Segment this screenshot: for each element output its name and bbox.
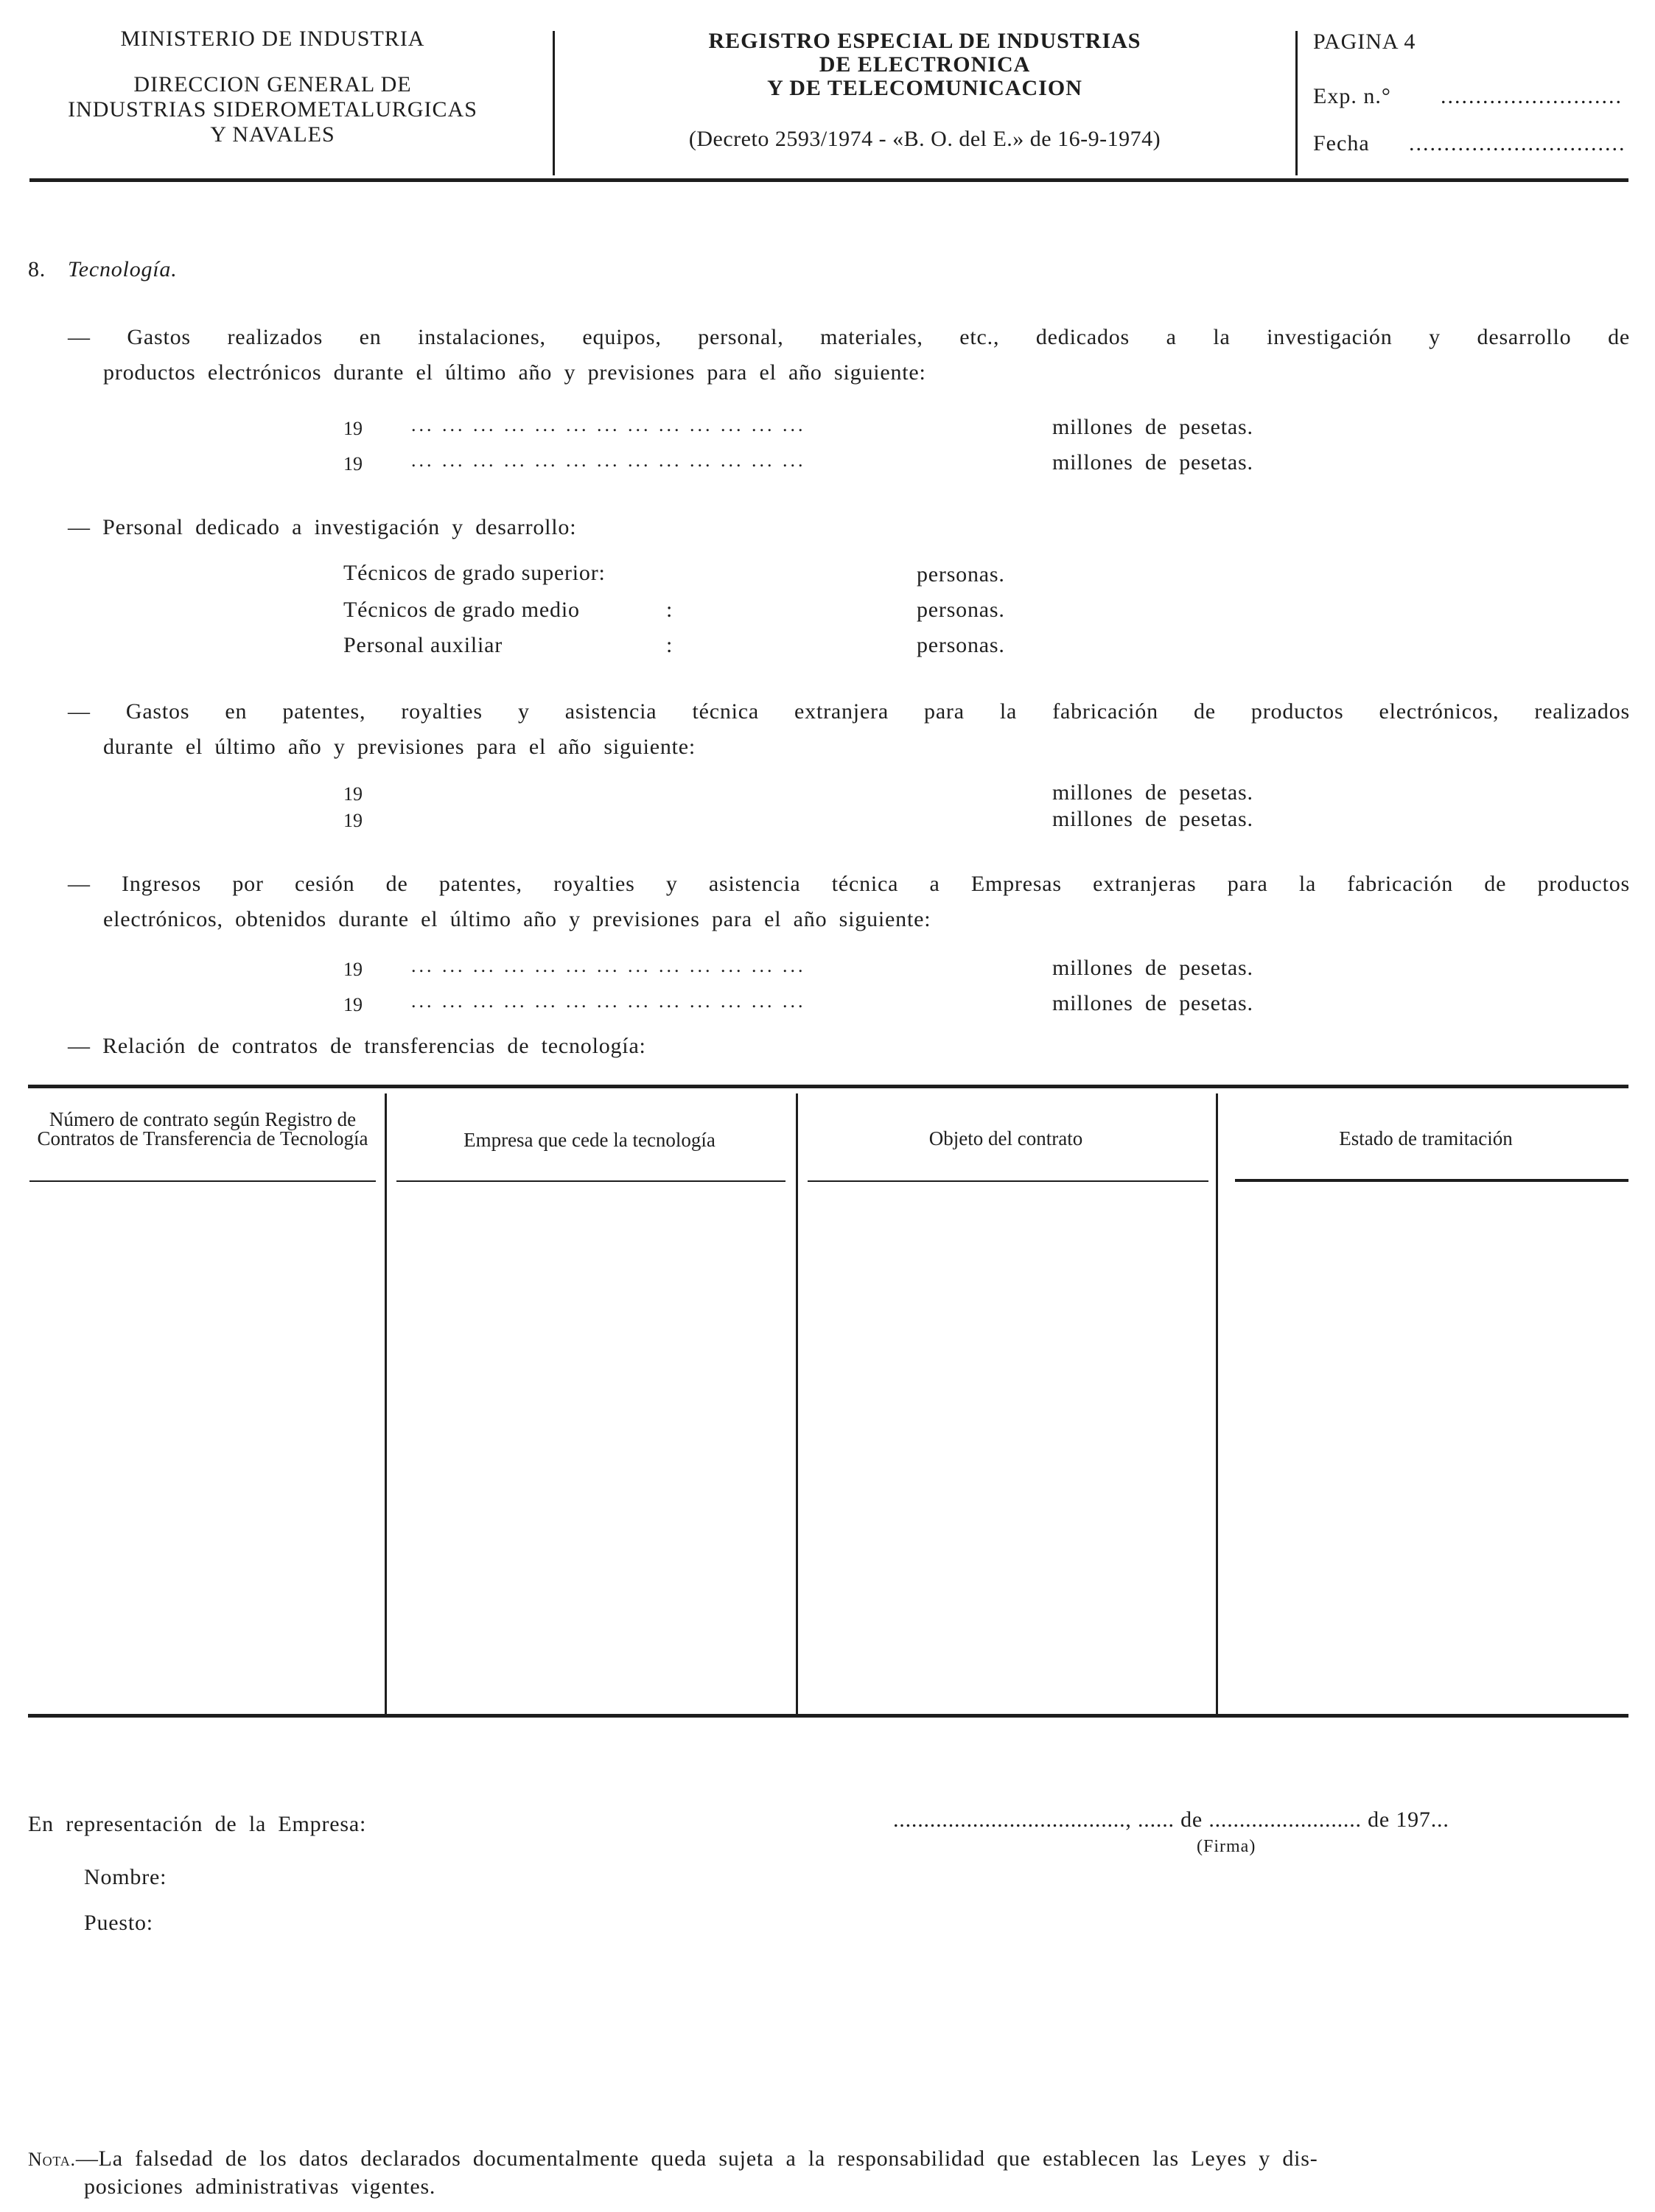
item3-text-line1: — Gastos en patentes, royalties y asistencia técnica extranjera para la fabricación de productos electrónicos, realizados: [68, 699, 1630, 724]
page-number: PAGINA 4: [1313, 29, 1416, 54]
registry-line-3: Y DE TELECOMUNICACION: [767, 76, 1082, 100]
item1-amount-field-1[interactable]: ... ... ... ... ... ... ... ... ... ... ... ... ...: [411, 414, 806, 435]
table-header-rule-1: [29, 1180, 376, 1182]
note-text-line2: posiciones administrativas vigentes.: [84, 2174, 436, 2199]
item4-year-2: 19: [343, 994, 363, 1015]
item2-label-3: Personal auxiliar: [343, 633, 503, 657]
item2-label-2: Técnicos de grado medio: [343, 598, 580, 622]
item3-year-1: 19: [343, 783, 363, 805]
direction-line-1: DIRECCION GENERAL DE: [133, 72, 412, 97]
item1-unit-2: millones de pesetas.: [1052, 450, 1253, 475]
registry-line-1: REGISTRO ESPECIAL DE INDUSTRIAS: [708, 29, 1141, 53]
direction-line-2: INDUSTRIAS SIDEROMETALURGICAS: [68, 97, 477, 122]
item3-unit-1: millones de pesetas.: [1052, 780, 1253, 805]
item5-text: — Relación de contratos de transferencias de tecnología:: [68, 1034, 646, 1058]
item4-text-line2: electrónicos, obtenidos durante el último año y previsiones para el año siguiente:: [103, 907, 931, 931]
representation-label: En representación de la Empresa:: [28, 1812, 367, 1836]
item2-label-1: Técnicos de grado superior:: [343, 561, 606, 585]
exp-field[interactable]: ..........................: [1441, 84, 1623, 108]
decree-reference: (Decreto 2593/1974 - «B. O. del E.» de 16-9-1974): [688, 127, 1161, 151]
item4-amount-field-2[interactable]: ... ... ... ... ... ... ... ... ... ... ... ... ...: [411, 990, 806, 1012]
table-col-divider-2: [796, 1093, 798, 1714]
place-date-field[interactable]: ......................................, ...... de ......................... de 197...: [893, 1807, 1449, 1832]
ministry-title: MINISTERIO DE INDUSTRIA: [120, 27, 425, 51]
note-text-line1: —La falsedad de los datos declarados documentalmente queda sujeta a la responsabilidad que establecen las Leyes y dis-: [75, 2146, 1318, 2171]
item2-text: — Personal dedicado a investigación y desarrollo:: [68, 515, 577, 539]
item4-unit-2: millones de pesetas.: [1052, 991, 1253, 1015]
header-divider-left: [553, 31, 555, 175]
note-label: Nota.: [28, 2149, 76, 2170]
table-col-divider-1: [385, 1093, 387, 1714]
item1-year-1: 19: [343, 418, 363, 439]
section-title: Tecnología.: [68, 257, 178, 281]
item3-year-2: 19: [343, 810, 363, 831]
item2-unit-3: personas.: [917, 633, 1005, 657]
firma-label: (Firma): [1197, 1837, 1256, 1856]
direction-line-3: Y NAVALES: [210, 122, 335, 147]
header-divider-right: [1295, 31, 1298, 175]
item4-amount-field-1[interactable]: ... ... ... ... ... ... ... ... ... ... ... ... ...: [411, 955, 806, 976]
table-header-rule-2: [396, 1180, 785, 1182]
table-top-rule: [28, 1085, 1628, 1088]
item4-text-line1: — Ingresos por cesión de patentes, royalties y asistencia técnica a Empresas extranjeras para la fabricación de productos: [68, 872, 1630, 896]
table-bottom-rule: [28, 1714, 1628, 1718]
header-rule: [29, 178, 1628, 182]
item2-colon-3: :: [666, 633, 673, 657]
item1-unit-1: millones de pesetas.: [1052, 415, 1253, 439]
table-body-col-1[interactable]: [29, 1186, 382, 1711]
item2-unit-1: personas.: [917, 562, 1005, 587]
item2-unit-2: personas.: [917, 598, 1005, 622]
item2-colon-2: :: [666, 598, 673, 622]
table-body-col-4[interactable]: [1220, 1186, 1627, 1711]
fecha-field[interactable]: ...............................: [1409, 131, 1626, 155]
exp-label: Exp. n.°: [1313, 84, 1391, 108]
item3-unit-2: millones de pesetas.: [1052, 807, 1253, 831]
fecha-label: Fecha: [1313, 131, 1370, 155]
item3-text-line2: durante el último año y previsiones para el año siguiente:: [103, 735, 696, 759]
registry-line-2: DE ELECTRONICA: [819, 52, 1031, 77]
item1-text-line1: — Gastos realizados en instalaciones, equipos, personal, materiales, etc., dedicados a la investigación y desarrollo de: [68, 325, 1630, 349]
puesto-label: Puesto:: [84, 1911, 153, 1935]
table-col-divider-3: [1216, 1093, 1218, 1714]
table-body-col-3[interactable]: [800, 1186, 1213, 1711]
section-number: 8.: [28, 257, 46, 281]
item1-text-line2: productos electrónicos durante el último año y previsiones para el año siguiente:: [103, 360, 926, 385]
item1-year-2: 19: [343, 453, 363, 475]
table-header-rule-3: [808, 1180, 1208, 1182]
item1-amount-field-2[interactable]: ... ... ... ... ... ... ... ... ... ... ... ... ...: [411, 449, 806, 471]
nombre-label: Nombre:: [84, 1865, 167, 1889]
item4-year-1: 19: [343, 959, 363, 980]
table-header-status: Estado de tramitación: [1339, 1127, 1513, 1149]
table-header-object: Objeto del contrato: [928, 1127, 1083, 1149]
table-body-col-2[interactable]: [389, 1186, 793, 1711]
note-line1: [28, 2146, 1318, 2173]
item4-unit-1: millones de pesetas.: [1052, 956, 1253, 980]
table-header-contract-number: Número de contrato según Registro de Contratos de Transferencia de Tecnología: [37, 1108, 368, 1149]
table-header-rule-4: [1235, 1179, 1628, 1182]
table-header-company: Empresa que cede la tecnología: [463, 1129, 715, 1151]
